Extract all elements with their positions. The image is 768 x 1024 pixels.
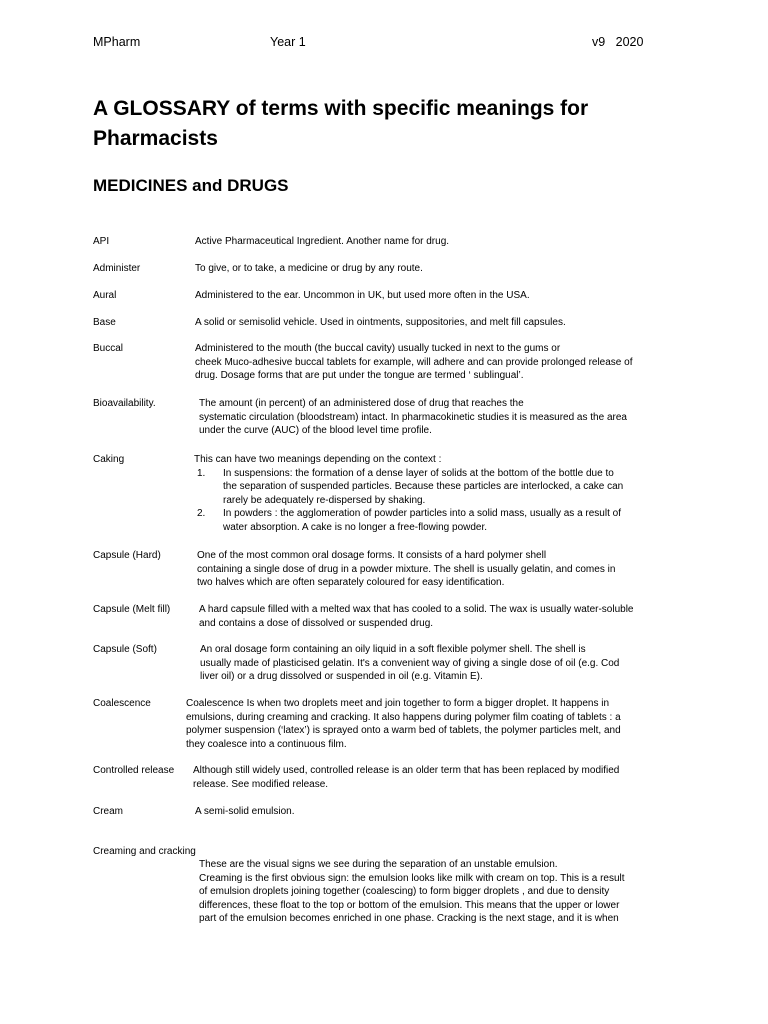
glossary-term: Capsule (Soft) <box>93 644 157 655</box>
definition-line: A hard capsule filled with a melted wax that has cooled to a solid. The wax is usually water-soluble <box>199 604 634 615</box>
glossary-definition <box>195 342 675 383</box>
page-title <box>93 94 713 154</box>
definition-line: An oral dosage form containing an oily liquid in a soft flexible polymer shell. The shell is <box>200 644 586 655</box>
header-year: Year 1 <box>270 35 306 49</box>
definition-line: A semi-solid emulsion. <box>195 806 295 817</box>
glossary-term: Buccal <box>93 343 124 354</box>
glossary-definition <box>199 603 679 630</box>
definition-line: they coalesce into a continuous film. <box>186 738 347 750</box>
item-number: 1. <box>197 467 206 479</box>
definition-line: drug. Dosage forms that are put under the tongue are termed ‘ sublingual’. <box>195 370 524 382</box>
glossary-term: Creaming and cracking <box>93 846 196 857</box>
definition-line: One of the most common oral dosage forms. It consists of a hard polymer shell <box>197 550 547 561</box>
definition-line: Administered to the ear. Uncommon in UK, but used more often in the USA. <box>195 290 530 301</box>
definition-line: emulsions, during creaming and cracking. It also happens during polymer film coating of tablets : a <box>186 711 621 723</box>
definition-line: two halves which are often separately coloured for easy identification. <box>197 577 505 589</box>
glossary-term: Coalescence <box>93 698 151 709</box>
glossary-term: Capsule (Hard) <box>93 550 161 561</box>
glossary-term: Controlled release <box>93 765 175 776</box>
definition-line: differences, these float to the top or bottom of the emulsion. This means that the upper or lower <box>199 899 620 911</box>
section-heading: MEDICINES and DRUGS <box>93 176 289 195</box>
numbered-item-line: water absorption. A cake is no longer a free-flowing powder. <box>223 521 488 533</box>
definition-line: systematic circulation (bloodstream) intact. In pharmacokinetic studies it is measured as the area <box>199 411 627 423</box>
glossary-term: Administer <box>93 263 141 274</box>
header-course: MPharm <box>93 35 141 49</box>
definition-line: and contains a dose of dissolved or suspended drug. <box>199 617 434 629</box>
definition-line: release. See modified release. <box>193 778 329 790</box>
definition-line: usually made of plasticised gelatin. It's a convenient way of giving a single dose of oil (e.g. Cod <box>200 657 620 669</box>
glossary-term: Capsule (Melt fill) <box>93 604 171 615</box>
glossary-definition <box>193 764 673 791</box>
definition-line: Although still widely used, controlled release is an older term that has been replaced by modified <box>193 765 620 776</box>
definition-line: Administered to the mouth (the buccal cavity) usually tucked in next to the gums or <box>195 343 561 354</box>
definition-line: of emulsion droplets joining together (coalescing) to form bigger droplets , and due to density <box>199 886 610 898</box>
title-line: A GLOSSARY of terms with specific meanings for <box>93 97 589 120</box>
definition-line: A solid or semisolid vehicle. Used in ointments, suppositories, and melt fill capsules. <box>195 317 566 328</box>
glossary-term: Bioavailability. <box>93 398 156 409</box>
glossary-definition <box>199 397 679 438</box>
numbered-item-line: rarely be adequately re-dispersed by shaking. <box>223 494 426 506</box>
glossary-term: Base <box>93 317 116 328</box>
glossary-term: API <box>93 236 110 247</box>
definition-line: polymer suspension (‘latex’) is sprayed onto a warm bed of tablets, the polymer particles melt, and <box>186 725 621 737</box>
definition-line: To give, or to take, a medicine or drug by any route. <box>195 263 423 274</box>
item-text: In suspensions: the formation of a dense layer of solids at the bottom of the bottle due to <box>223 467 614 479</box>
glossary-term: Caking <box>93 454 125 465</box>
title-line: Pharmacists <box>93 127 218 150</box>
item-number: 2. <box>197 508 206 520</box>
definition-line: containing a single dose of drug in a powder mixture. The shell is usually gelatin, and comes in <box>197 563 616 575</box>
glossary-term: Aural <box>93 290 117 301</box>
glossary-definition <box>186 697 666 751</box>
definition-line: Active Pharmaceutical Ingredient. Another name for drug. <box>195 236 450 247</box>
glossary-definition <box>195 262 675 276</box>
definition-line: Coalescence Is when two droplets meet and join together to form a bigger droplet. It happens in <box>186 698 610 709</box>
glossary-definition <box>195 289 675 303</box>
glossary-definition <box>195 235 675 249</box>
glossary-term: Cream <box>93 806 124 817</box>
glossary-definition <box>194 453 674 535</box>
glossary-definition <box>200 643 680 684</box>
definition-line: These are the visual signs we see during the separation of an unstable emulsion. <box>199 859 558 870</box>
definition-line: Creaming is the first obvious sign: the emulsion looks like milk with cream on top. This is a result <box>199 872 625 884</box>
numbered-item-line <box>194 507 674 521</box>
glossary-definition <box>197 549 677 590</box>
definition-line: This can have two meanings depending on the context : <box>194 454 442 465</box>
glossary-definition <box>199 858 679 926</box>
definition-line: part of the emulsion becomes enriched in one phase. Cracking is the next stage, and it is when <box>199 913 619 925</box>
definition-line: The amount (in percent) of an administered dose of drug that reaches the <box>199 398 524 409</box>
glossary-definition <box>195 316 675 330</box>
numbered-item-line: the separation of suspended particles. Because these particles are interlocked, a cake can <box>223 481 624 493</box>
header-version: v9 2020 <box>592 35 644 49</box>
definition-line: liver oil) or a drug dissolved or suspended in oil (e.g. Vitamin E). <box>200 671 483 683</box>
item-text: In powders : the agglomeration of powder particles into a solid mass, usually as a result of <box>223 508 621 520</box>
definition-line: under the curve (AUC) of the blood level time profile. <box>199 425 432 437</box>
glossary-definition <box>195 805 675 819</box>
numbered-item-line <box>194 467 674 481</box>
definition-line: cheek Muco-adhesive buccal tablets for example, will adhere and can provide prolonged release of <box>195 356 633 368</box>
